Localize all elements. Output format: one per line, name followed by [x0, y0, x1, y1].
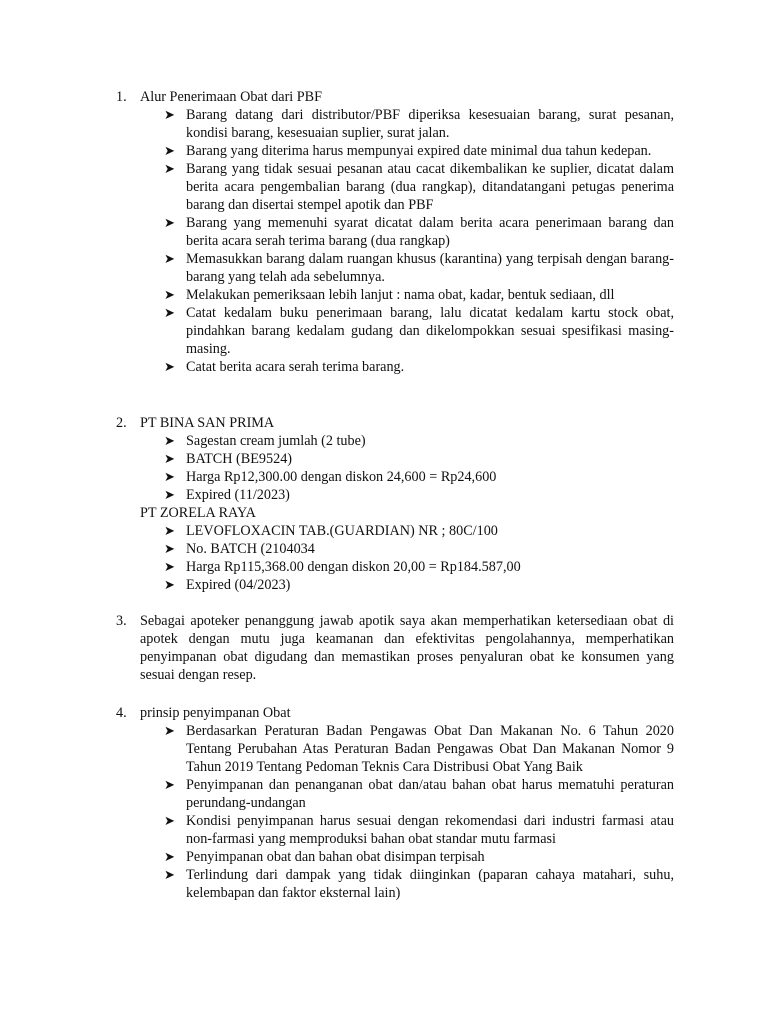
list-item: ➤ Melakukan pemeriksaan lebih lanjut : nama obat, kadar, bentuk sediaan, dll	[164, 287, 615, 303]
list-item: ➤ LEVOFLOXACIN TAB.(GUARDIAN) NR ; 80C/100	[164, 523, 498, 539]
arrowhead-bullet-icon: ➤	[164, 813, 175, 828]
list-item: ➤ Barang datang dari distributor/PBF diperiksa kesesuaian barang, surat pesanan, kondisi barang, kesesuaian suplier, surat jalan.	[164, 107, 674, 141]
arrowhead-bullet-icon: ➤	[164, 433, 175, 448]
list-item: ➤ Penyimpanan obat dan bahan obat disimpan terpisah	[164, 849, 485, 865]
list-item: ➤ Harga Rp115,368.00 dengan diskon 20,00 = Rp184.587,00	[164, 559, 521, 575]
section-heading: PT BINA SAN PRIMA	[140, 415, 275, 431]
arrowhead-bullet-icon: ➤	[164, 777, 175, 792]
section-number: 4.	[116, 705, 127, 721]
list-item: ➤ No. BATCH (2104034	[164, 541, 315, 557]
list-item: ➤ Memasukkan barang dalam ruangan khusus (karantina) yang terpisah dengan barang-barang yang telah ada sebelumnya.	[164, 251, 674, 285]
list-item: ➤ Barang yang diterima harus mempunyai expired date minimal dua tahun kedepan.	[164, 143, 652, 159]
arrowhead-bullet-icon: ➤	[164, 541, 175, 556]
list-item: ➤ Catat berita acara serah terima barang.	[164, 359, 405, 375]
section-paragraph: Sebagai apoteker penanggung jawab apotik saya akan memperhatikan ketersediaan obat di apotek dengan mutu juga keamanan dan efektivitas pengolahannya, memperhatikan penyimpanan obat digudang dan memastikan proses penyaluran obat ke konsumen yang sesuai dengan resep.	[140, 613, 674, 683]
list-item: ➤ Barang yang tidak sesuai pesanan atau cacat dikembalikan ke suplier, dicatat dalam berita acara pengembalian barang (dua rangkap), ditandatangani petugas penerima barang dan disertai stempel apotik dan PBF	[164, 161, 674, 213]
section-number: 1.	[116, 89, 127, 105]
section-number: 3.	[116, 613, 127, 629]
arrowhead-bullet-icon: ➤	[164, 469, 175, 484]
list-item: ➤ Barang yang memenuhi syarat dicatat dalam berita acara penerimaan barang dan berita acara serah terima barang (dua rangkap)	[164, 215, 674, 249]
list-item: ➤ Sagestan cream jumlah (2 tube)	[164, 433, 366, 449]
section-heading: prinsip penyimpanan Obat	[140, 705, 291, 721]
arrowhead-bullet-icon: ➤	[164, 305, 175, 320]
list-item: ➤ Terlindung dari dampak yang tidak diinginkan (paparan cahaya matahari, suhu, kelembapan dan faktor eksternal lain)	[164, 867, 674, 901]
bullet-list	[0, 522, 674, 594]
arrowhead-bullet-icon: ➤	[164, 251, 175, 266]
list-item: ➤ Harga Rp12,300.00 dengan diskon 24,600 = Rp24,600	[164, 469, 497, 485]
arrowhead-bullet-icon: ➤	[164, 161, 175, 176]
bullet-list	[0, 106, 674, 376]
list-item: ➤ Expired (04/2023)	[164, 577, 291, 593]
bullet-list	[0, 722, 674, 902]
arrowhead-bullet-icon: ➤	[164, 577, 175, 592]
arrowhead-bullet-icon: ➤	[164, 215, 175, 230]
arrowhead-bullet-icon: ➤	[164, 723, 175, 738]
arrowhead-bullet-icon: ➤	[164, 867, 175, 882]
list-item: ➤ Kondisi penyimpanan harus sesuai dengan rekomendasi dari industri farmasi atau non-farmasi yang memproduksi bahan obat standar mutu farmasi	[164, 813, 674, 847]
arrowhead-bullet-icon: ➤	[164, 143, 175, 158]
arrowhead-bullet-icon: ➤	[164, 107, 175, 122]
bullet-list	[0, 432, 674, 504]
arrowhead-bullet-icon: ➤	[164, 451, 175, 466]
list-item: ➤ BATCH (BE9524)	[164, 451, 293, 467]
list-item: ➤ Catat kedalam buku penerimaan barang, lalu dicatat kedalam kartu stock obat, pindahkan barang kedalam gudang dan dikelompokkan sesuai spesifikasi masing-masing.	[164, 305, 674, 357]
arrowhead-bullet-icon: ➤	[164, 559, 175, 574]
section-heading: Alur Penerimaan Obat dari PBF	[140, 89, 323, 105]
company-subheading: PT ZORELA RAYA	[140, 505, 256, 521]
arrowhead-bullet-icon: ➤	[164, 849, 175, 864]
section-number: 2.	[116, 415, 127, 431]
arrowhead-bullet-icon: ➤	[164, 523, 175, 538]
arrowhead-bullet-icon: ➤	[164, 359, 175, 374]
list-item: ➤ Expired (11/2023)	[164, 487, 290, 503]
list-item: ➤ Penyimpanan dan penanganan obat dan/atau bahan obat harus mematuhi peraturan perundang-undangan	[164, 777, 674, 811]
arrowhead-bullet-icon: ➤	[164, 487, 175, 502]
arrowhead-bullet-icon: ➤	[164, 287, 175, 302]
list-item: ➤ Berdasarkan Peraturan Badan Pengawas Obat Dan Makanan No. 6 Tahun 2020 Tentang Perubahan Atas Peraturan Badan Pengawas Obat Dan Makanan Nomor 9 Tahun 2019 Tentang Pedoman Teknis Cara Distribusi Obat Yang Baik	[164, 723, 674, 775]
